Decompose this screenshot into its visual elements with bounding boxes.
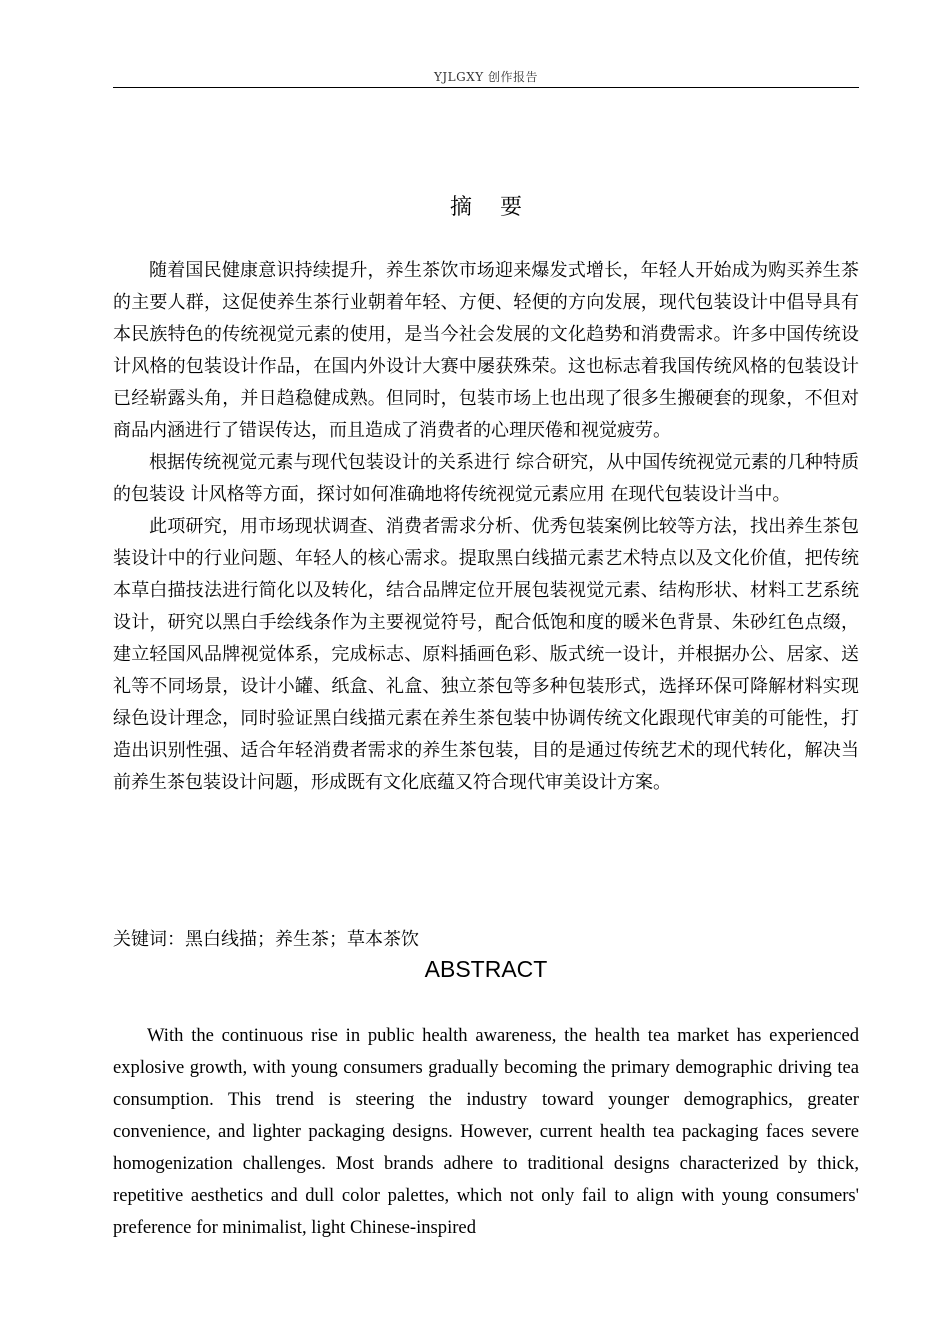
keywords-value: 黑白线描；养生茶；草本茶饮 [185, 929, 419, 950]
abstract-cn-title: 摘要 [449, 195, 550, 220]
abstract-cn-paragraph-2: 根据传统视觉元素与现代包装设计的关系进行 综合研究，从中国传统视觉元素的几种特质的包装设 计风格等方面，探讨如何准确地将传统视觉元素应用 在现代包装设计当中。 [113, 452, 859, 505]
abstract-en-title: ABSTRACT [424, 956, 548, 982]
keywords-label: 关键词： [113, 929, 185, 950]
abstract-cn-body [113, 255, 859, 799]
page-header: YJLGXY 创作报告 [433, 70, 539, 84]
header-divider [113, 87, 859, 88]
abstract-cn-paragraph-3: 此项研究，用市场现状调查、消费者需求分析、优秀包装案例比较等方法，找出养生茶包装设计中的行业问题、年轻人的核心需求。提取黑白线描元素艺术特点以及文化价值，把传统本草白描技法进行简化以及转化，结合品牌定位开展包装视觉元素、结构形状、材料工艺系统设计，研究以黑白手绘线条作为主要视觉符号，配合低饱和度的暖米色背景、朱砂红色点缀，建立轻国风品牌视觉体系，完成标志、原料插画色彩、版式统一设计，并根据办公、居家、送礼等不同场景，设计小罐、纸盒、礼盒、独立茶包等多种包装形式，选择环保可降解材料实现绿色设计理念，同时验证黑白线描元素在养生茶包装中协调传统文化跟现代审美的可能性，打造出识别性强、适合年轻消费者需求的养生茶包装，目的是通过传统艺术的现代转化，解决当前养生茶包装设计问题，形成既有文化底蕴又符合现代审美设计方案。 [113, 516, 859, 793]
abstract-en-body [113, 1020, 859, 1244]
abstract-cn-paragraph-1: 随着国民健康意识持续提升，养生茶饮市场迎来爆发式增长，年轻人开始成为购买养生茶的主要人群，这促使养生茶行业朝着年轻、方便、轻便的方向发展，现代包装设计中倡导具有本民族特色的传统视觉元素的使用，是当今社会发展的文化趋势和消费需求。许多中国传统设计风格的包装设计作品，在国内外设计大赛中屡获殊荣。这也标志着我国传统风格的包装设计已经崭露头角，并日趋稳健成熟。但同时，包装市场上也出现了很多生搬硬套的现象，不但对商品内涵进行了错误传达，而且造成了消费者的心理厌倦和视觉疲劳。 [113, 260, 859, 441]
keywords-line [113, 926, 859, 954]
abstract-en-paragraph-1: With the continuous rise in public health awareness, the health tea market has experienced explosive growth, with young consumers gradually becoming the primary demographic driving tea consumption. This trend is steering the industry toward younger demographics, greater convenience, and lighter packaging designs. However, current health tea packaging faces severe homogenization challenges. Most brands adhere to traditional designs characterized by thick, repetitive aesthetics and dull color palettes, which not only fail to align with young consumers' preference for minimalist, light Chinese-inspired [113, 1025, 859, 1238]
